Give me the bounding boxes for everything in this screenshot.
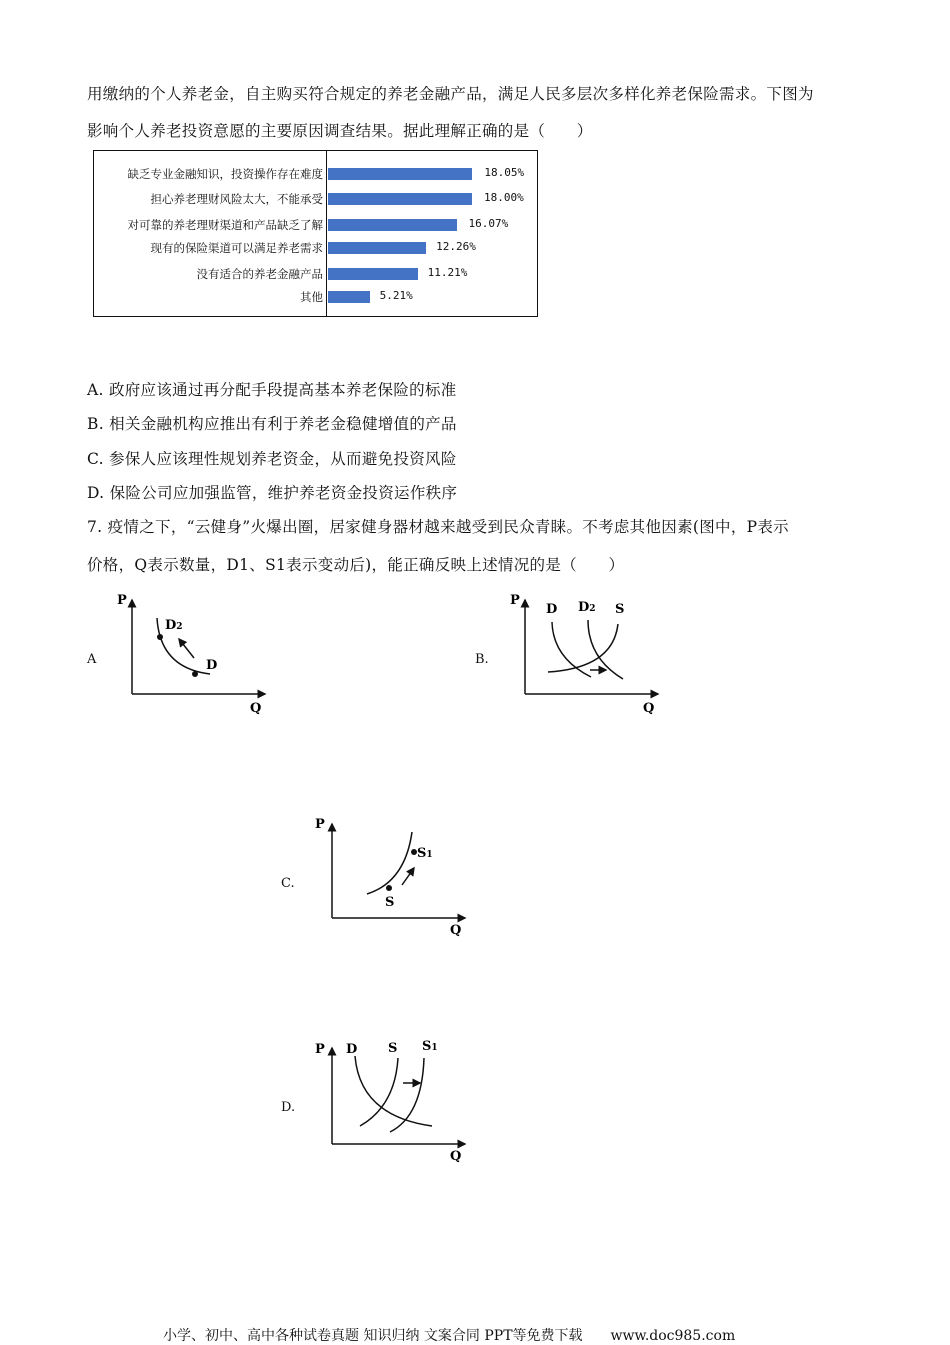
svg-text:D2: D2 xyxy=(578,600,596,615)
svg-text:D: D xyxy=(546,602,558,617)
bar xyxy=(328,291,370,303)
curve-d-label: D xyxy=(206,658,218,673)
bar-category-label: 对可靠的养老理财渠道和产品缺乏了解 xyxy=(127,218,323,232)
bar-category-label: 担心养老理财风险太大，不能承受 xyxy=(150,192,323,206)
q7-line-1: 7. 疫情之下，“云健身”火爆出圈，居家健身器材越来越受到民众青睐。不考虑其他因素(图中，P表示 xyxy=(87,518,789,536)
bar-category-label: 缺乏专业金融知识，投资操作存在难度 xyxy=(127,167,323,181)
bar-value-label: 12.26% xyxy=(436,240,476,253)
axis-q: Q xyxy=(250,701,262,716)
bar-category-label: 其他 xyxy=(300,290,323,304)
q7-line-2: 价格，Q表示数量，D1、S1表示变动后)，能正确反映上述情况的是（ ） xyxy=(87,556,625,574)
bar-value-label: 16.07% xyxy=(468,217,509,230)
option-c: C. 参保人应该理性规划养老资金，从而避免投资风险 xyxy=(87,450,457,468)
svg-text:D: D xyxy=(346,1042,358,1057)
bar xyxy=(328,268,418,280)
graph-b-label: B. xyxy=(475,652,489,667)
svg-text:S1: S1 xyxy=(422,1039,438,1054)
bar-chart xyxy=(93,150,538,317)
svg-text:Q: Q xyxy=(450,1149,462,1164)
bar xyxy=(328,168,472,180)
svg-text:S: S xyxy=(615,602,625,617)
bar xyxy=(328,193,472,205)
axis-p: P xyxy=(117,593,127,608)
footer-text: 小学、初中、高中各种试卷真题 知识归纳 文案合同 PPT等免费下载 www.doc985.com xyxy=(163,1328,736,1344)
svg-text:S: S xyxy=(388,1041,398,1056)
graph-c-label: C. xyxy=(281,876,295,891)
option-a: A. 政府应该通过再分配手段提高基本养老保险的标准 xyxy=(87,381,457,399)
svg-text:S1: S1 xyxy=(417,846,433,861)
option-d: D. 保险公司应加强监管，维护养老资金投资运作秩序 xyxy=(87,484,458,502)
svg-text:P: P xyxy=(315,1042,325,1057)
graph-b xyxy=(503,588,663,718)
graph-d xyxy=(310,1036,470,1166)
graph-d-label: D. xyxy=(281,1100,296,1115)
svg-text:Q: Q xyxy=(450,923,462,938)
graph-a xyxy=(110,588,270,718)
svg-text:S: S xyxy=(385,895,395,910)
intro-line-1: 用缴纳的个人养老金，自主购买符合规定的养老金融产品，满足人民多层次多样化养老保险需求。下图为 xyxy=(87,85,814,103)
bar-value-label: 18.00% xyxy=(484,191,524,204)
svg-text:P: P xyxy=(510,593,520,608)
bar xyxy=(328,219,457,231)
graph-a-label: A xyxy=(87,652,97,667)
chart-axis-divider xyxy=(326,151,327,316)
svg-text:Q: Q xyxy=(643,701,655,716)
graph-c xyxy=(310,812,470,942)
bar-value-label: 18.05% xyxy=(484,166,525,179)
bar-value-label: 11.21% xyxy=(427,266,468,279)
option-b: B. 相关金融机构应推出有利于养老金稳健增值的产品 xyxy=(87,415,457,433)
svg-text:P: P xyxy=(315,817,325,832)
bar-value-label: 5.21% xyxy=(379,289,413,302)
intro-line-2: 影响个人养老投资意愿的主要原因调查结果。据此理解正确的是（ ） xyxy=(87,122,593,140)
curve-d2-label: D2 xyxy=(165,618,183,633)
bar-category-label: 现有的保险渠道可以满足养老需求 xyxy=(150,241,323,255)
bar-category-label: 没有适合的养老金融产品 xyxy=(196,267,323,281)
bar xyxy=(328,242,426,254)
